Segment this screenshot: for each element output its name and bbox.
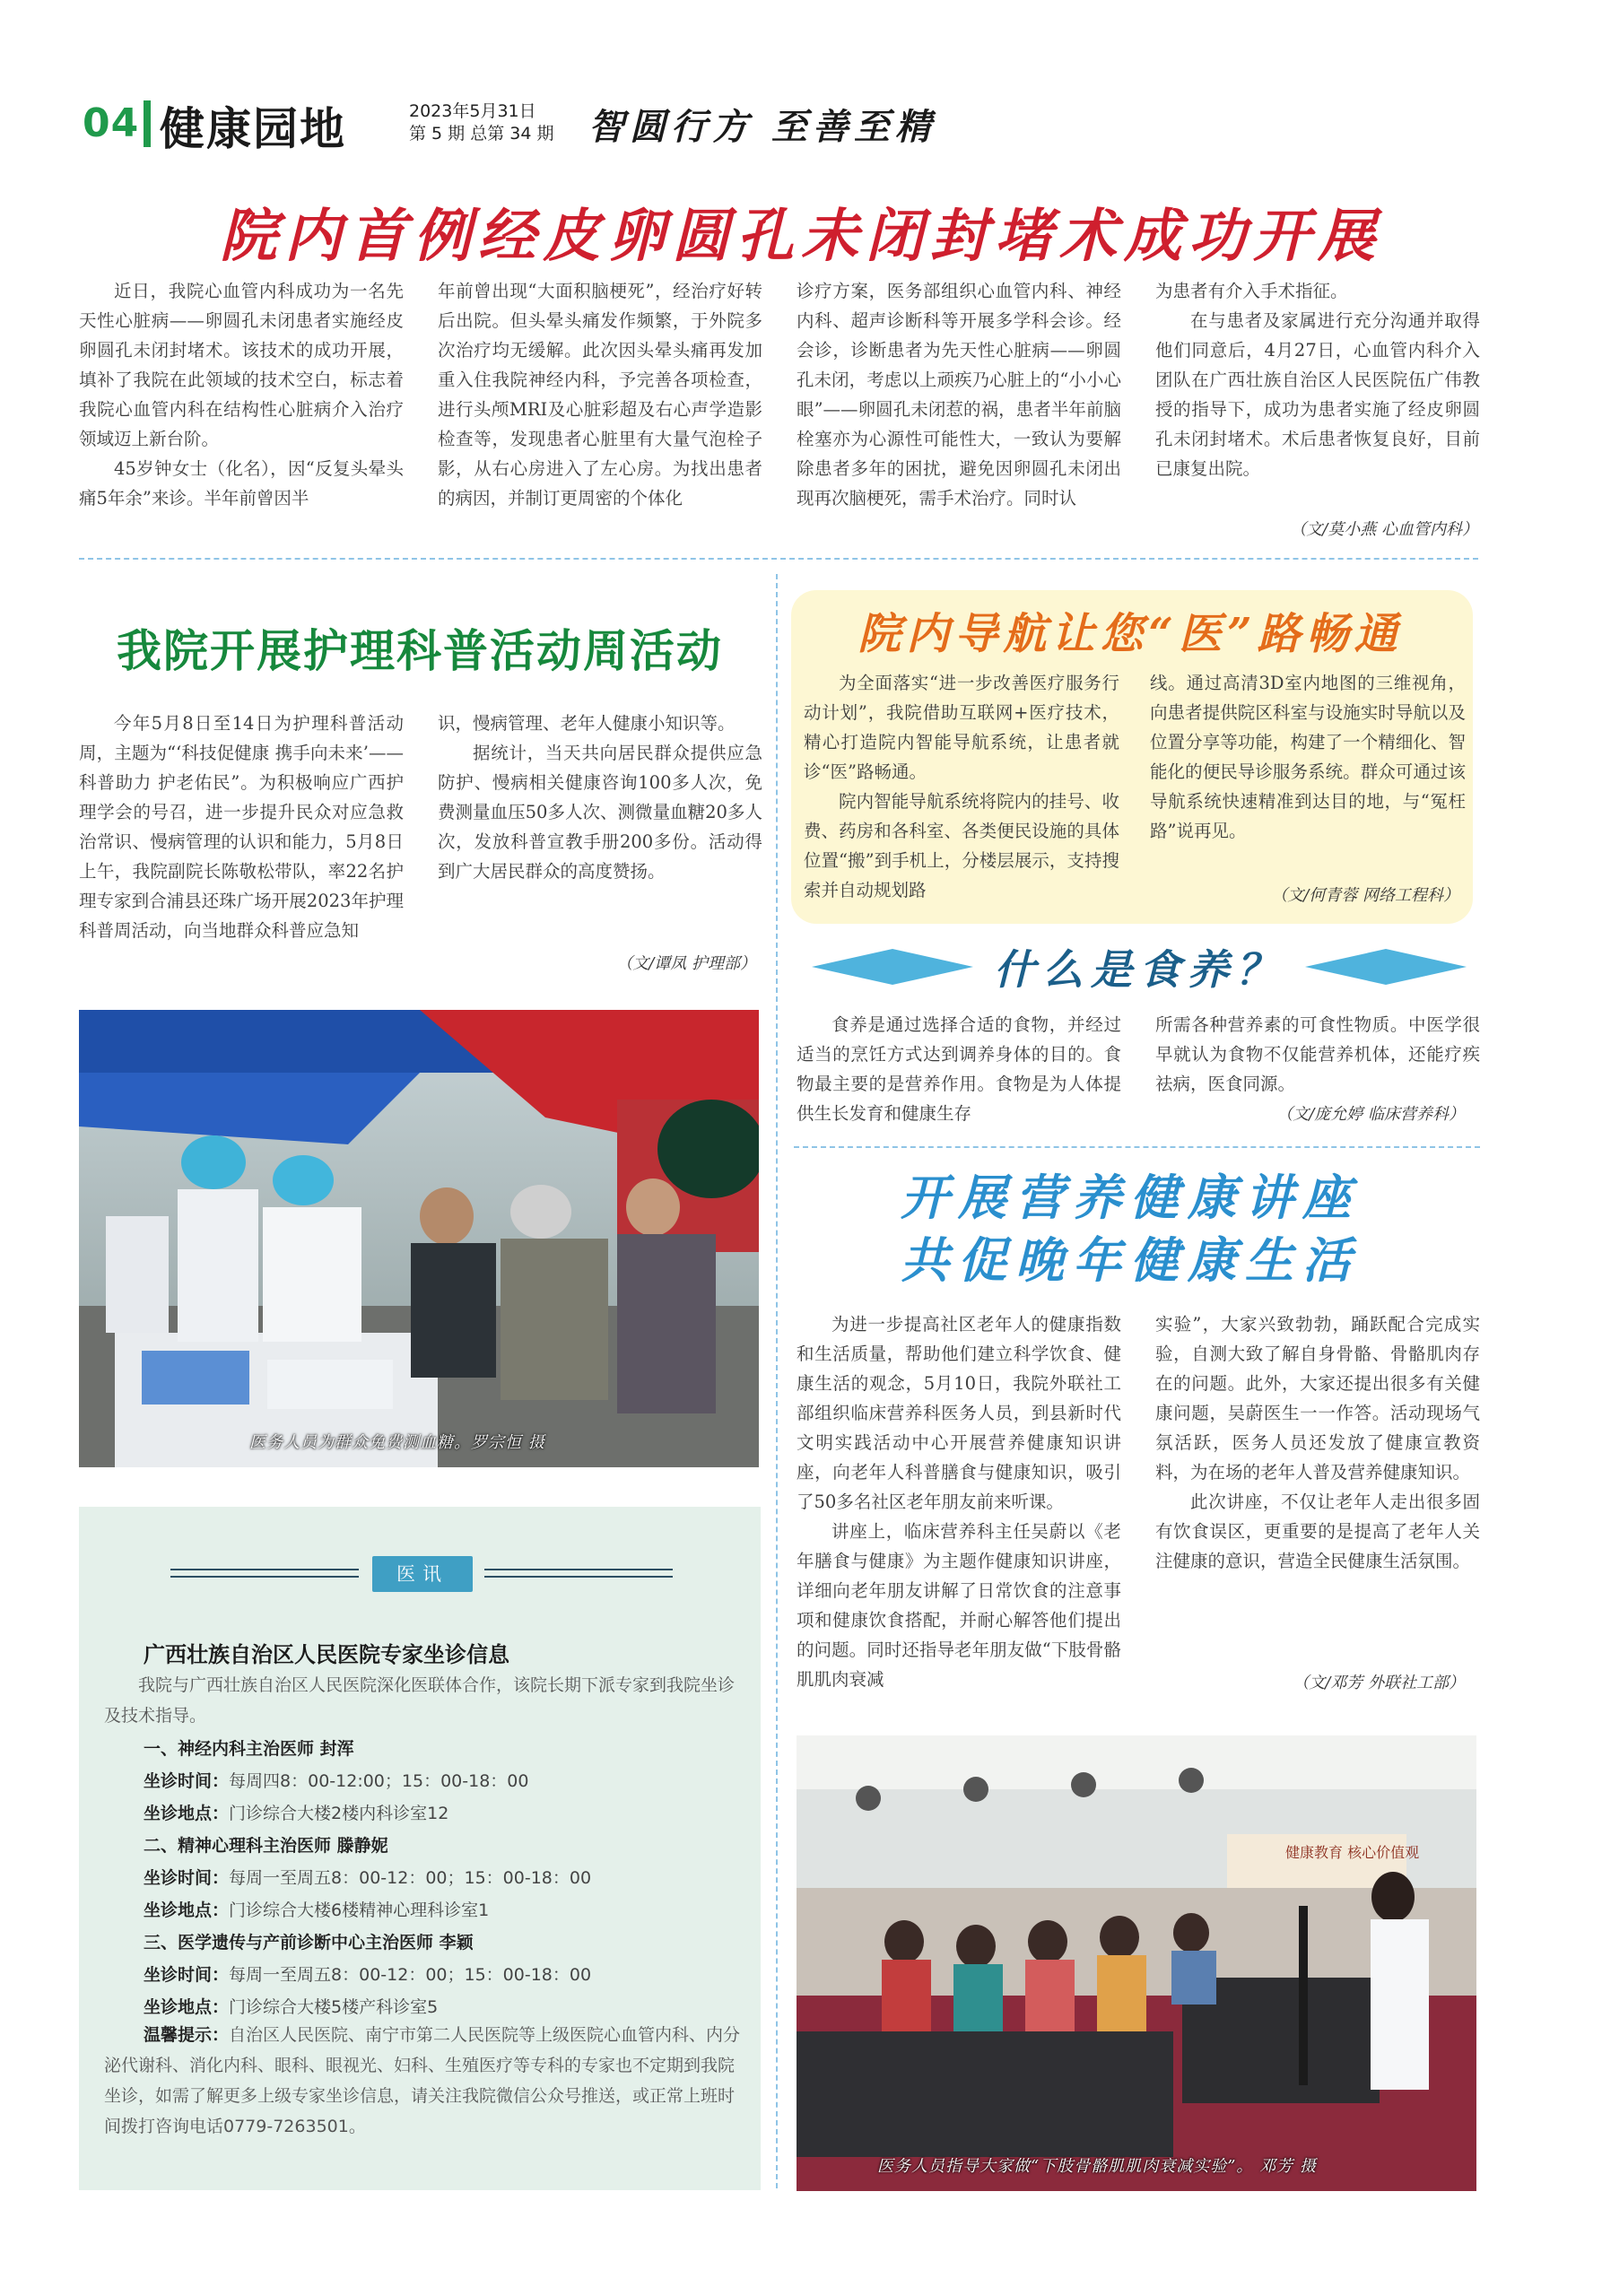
article1-col3-text: 诊疗方案，医务部组织心血管内科、神经内科、超声诊断科等开展多学科会诊。经会诊，诊断患者为先天性心脏病——卵圆孔未闭，考虑以上顽疾乃心脏上的“小小心眼”——卵圆孔未闭惹的祸，患者半年前脑栓塞亦为心源性可能性大，一致认为要解除患者多年的困扰，避免因卵圆孔未闭出现再次脑梗死，需手术治疗。同时认 [797, 281, 1121, 509]
article4-col2-text: 所需各种营养素的可食性物质。中医学很早就认为食物不仅能营养机体，还能疗疾祛病，医食同源。 [1155, 1014, 1480, 1094]
info-reminder [104, 2020, 741, 2142]
article3-col2-text: 线。通过高清3D室内地图的三维视角，向患者提供院区科室与设施实时导航以及位置分享等功能，构建了一个精细化、智能化的便民导诊服务系统。群众可通过该导航系统快速精准到达目的地，与“冤枉路”说再见。 [1150, 673, 1466, 841]
info-intro: 我院与广西壮族自治区人民医院深化医联体合作，该院长期下派专家到我院坐诊及技术指导。 [104, 1675, 736, 1726]
page-number: 04 [83, 100, 140, 146]
article1-byline: （文/莫小燕 心血管内科） [1290, 520, 1478, 539]
expert-3-heading: 三、医学遗传与产前诊断中心主治医师 李颖 [144, 1933, 474, 1952]
article5-photo [797, 1735, 1476, 2191]
tag-line-left-1 [170, 1569, 359, 1570]
article2-headline: 我院开展护理科普活动周活动 [117, 624, 723, 677]
expert-2-heading: 二、精神心理科主治医师 滕静妮 [144, 1836, 388, 1856]
info-reminder-label: 温馨提示： [144, 2025, 230, 2045]
article4-col2 [1155, 1010, 1480, 1099]
article5-col1-para2: 讲座上，临床营养科主任吴蔚以《老年膳食与健康》为主题作健康知识讲座，详细向老年朋友讲解了日常饮食的注意事项和健康饮食搭配，并耐心解答他们提出的问题。同时还指导老年朋友做“下肢骨骼肌肌肉衰减 [797, 1521, 1121, 1690]
tag-line-left-2 [170, 1576, 359, 1578]
masthead-divider [144, 100, 151, 147]
article2-byline: （文/谭凤 护理部） [616, 954, 756, 973]
article1-col4 [1155, 276, 1480, 483]
expert-2-time: 坐诊时间：每周一至周五8：00-12：00；15：00-18：00 [144, 1868, 592, 1888]
article4-byline: （文/庞允婷 临床营养科） [1276, 1105, 1465, 1124]
article2-col2-text-b: 据统计，当天共向居民群众提供应急防护、慢病相关健康咨询100多人次，免费测量血压50多人次、测微量血糖20多人次，发放科普宣教手册200多份。活动得到广大居民群众的高度赞扬。 [438, 743, 762, 882]
article2-photo-caption: 医务人员为群众免费测血糖。罗宗恒 摄 [249, 1433, 545, 1452]
article5-col1-para1: 为进一步提高社区老年人的健康指数和生活质量，帮助他们建立科学饮食、健康生活的观念，5月10日，我院外联社工部组织临床营养科医务人员，到县新时代文明实践活动中心开展营养健康知识讲座，向老年人科普膳食与健康知识，吸引了50多名社区老年朋友前来听课。 [797, 1314, 1121, 1512]
article2-col2 [438, 709, 762, 886]
expert-1-place: 坐诊地点：门诊综合大楼2楼内科诊室12 [144, 1804, 449, 1823]
article5-col1 [797, 1309, 1121, 1694]
section-title: 健康园地 [160, 102, 346, 155]
tag-line-right-1 [484, 1569, 673, 1570]
article2-col2-text-a: 识，慢病管理、老年人健康小知识等。 [438, 713, 736, 734]
article1-col1-para2: 45岁钟女士（化名），因“反复头晕头痛5年余”来诊。半年前曾因半 [79, 458, 404, 509]
article2-col1 [79, 709, 404, 945]
article1-col4-text-b: 在与患者及家属进行充分沟通并取得他们同意后，4月27日，心血管内科介入团队在广西壮族自治区人民医院伍广伟教授的指导下，成功为患者实施了经皮卵圆孔未闭封堵术。术后患者恢复良好，目前已康复出院。 [1155, 310, 1480, 479]
article5-photo-banner: 健康教育 核心价值观 [1285, 1844, 1420, 1861]
info-reminder-text: 自治区人民医院、南宁市第二人民医院等上级医院心血管内科、内分泌代谢科、消化内科、眼科、眼视光、妇科、生殖医疗等专科的专家也不定期到我院坐诊，如需了解更多上级专家坐诊信息，请关注我院微信公众号推送，或正常上班时间拨打咨询电话0779-7263501。 [104, 2025, 741, 2136]
article3-col1-para2: 院内智能导航系统将院内的挂号、收费、药房和各科室、各类便民设施的具体位置“搬”到手机上，分楼层展示，支持搜索并自动规划路 [804, 791, 1119, 900]
expert-3-time: 坐诊时间：每周一至周五8：00-12：00；15：00-18：00 [144, 1965, 592, 1985]
article5-col2-text-b: 此次讲座，不仅让老年人走出很多固有饮食误区，更重要的是提高了老年人关注健康的意识，营造全民健康生活氛围。 [1155, 1492, 1480, 1571]
article4-col1-text: 食养是通过选择合适的食物，并经过适当的烹饪方式达到调养身体的目的。食物最主要的是营养作用。食物是为人体提供生长发育和健康生存 [797, 1014, 1121, 1124]
article4-headline: 什么是食养？ [994, 945, 1284, 994]
article3-col1-para1: 为全面落实“进一步改善医疗服务行动计划”，我院借助互联网+医疗技术，精心打造院内智能导航系统，让患者就诊“医”路畅通。 [804, 673, 1119, 782]
article1-headline: 院内首例经皮卵圆孔未闭封堵术成功开展 [220, 203, 1382, 270]
expert-list [144, 1733, 736, 2023]
article3-col1 [804, 668, 1119, 905]
article5-col2 [1155, 1309, 1480, 1576]
divider-center [776, 574, 778, 2188]
article5-headline [789, 1166, 1471, 1292]
article2-photo [79, 1010, 759, 1467]
article1-col3 [797, 276, 1121, 513]
article5-photo-caption: 医务人员指导大家做“下肢骨骼肌肌肉衰减实验”。 邓芳 摄 [877, 2157, 1317, 2176]
article5-headline-line2: 共促晚年健康生活 [901, 1231, 1360, 1289]
article3-headline: 院内导航让您“医”路畅通 [858, 609, 1403, 659]
article2-col1-text: 今年5月8日至14日为护理科普活动周，主题为“‘科技促健康 携手向未来’——科普助力 护老佑民”。为积极响应广西护理学会的号召，进一步提升民众对应急救治常识、慢病管理的认识和能力，5月8日上午，我院副院长陈敬松带队，率22名护理专家到合浦县还珠广场开展2023年护理科普周活动，向当地群众科普应急知 [79, 713, 404, 941]
info-tag: 医讯 [372, 1556, 473, 1592]
article5-col2-text-a: 实验”，大家兴致勃勃，踊跃配合完成实验，自测大致了解自身骨骼、骨骼肌肉存在的问题。此外，大家还提出很多有关健康问题，吴蔚医生一一作答。活动现场气氛活跃，医务人员还发放了健康宣教资料，为在场的老年人普及营养健康知识。 [1155, 1314, 1480, 1483]
info-title: 广西壮族自治区人民医院专家坐诊信息 [144, 1642, 509, 1667]
divider-top [79, 558, 1478, 560]
expert-1-heading: 一、神经内科主治医师 封浑 [144, 1739, 354, 1759]
article4-col1 [797, 1010, 1121, 1128]
issue-date-block [409, 100, 553, 145]
issue-date: 2023年5月31日 [409, 101, 536, 121]
divider-right [794, 1146, 1480, 1148]
expert-2-place: 坐诊地点：门诊综合大楼6楼精神心理科诊室1 [144, 1900, 490, 1920]
article5-headline-line1: 开展营养健康讲座 [901, 1169, 1360, 1226]
outdoor-activity-photo [79, 1010, 759, 1467]
article1-col2 [438, 276, 762, 513]
lecture-hall-photo [797, 1735, 1476, 2191]
article3-byline: （文/何青蓉 网络工程科） [1271, 886, 1459, 905]
expert-1-time: 坐诊时间：每周四8：00-12:00；15：00-18：00 [144, 1771, 529, 1791]
article1-col1 [79, 276, 404, 513]
article1-col1-para1: 近日，我院心血管内科成功为一名先天性心脏病——卵圆孔未闭患者实施经皮卵圆孔未闭封堵术。该技术的成功开展，填补了我院在此领域的技术空白，标志着我院心血管内科在结构性心脏病介入治疗领域迈上新台阶。 [79, 281, 404, 449]
article3-col2 [1150, 668, 1466, 846]
issue-number: 第 5 期 总第 34 期 [409, 124, 554, 144]
article1-col2-text: 年前曾出现“大面积脑梗死”，经治疗好转后出院。但头晕头痛发作频繁，于外院多次治疗均无缓解。此次因头晕头痛再发加重入住我院神经内科，予完善各项检查，进行头颅MRI及心脏彩超及右心声学造影检查等，发现患者心脏里有大量气泡栓子影，从右心房进入了左心房。为找出患者的病因，并制订更周密的个体化 [438, 281, 762, 509]
tag-line-right-2 [484, 1576, 673, 1578]
article5-byline: （文/邓芳 外联社工部） [1293, 1674, 1465, 1692]
motto: 智圆行方 至善至精 [588, 106, 936, 148]
article1-col4-text-a: 为患者有介入手术指征。 [1155, 281, 1348, 301]
expert-3-place: 坐诊地点：门诊综合大楼5楼产科诊室5 [144, 1997, 439, 2017]
